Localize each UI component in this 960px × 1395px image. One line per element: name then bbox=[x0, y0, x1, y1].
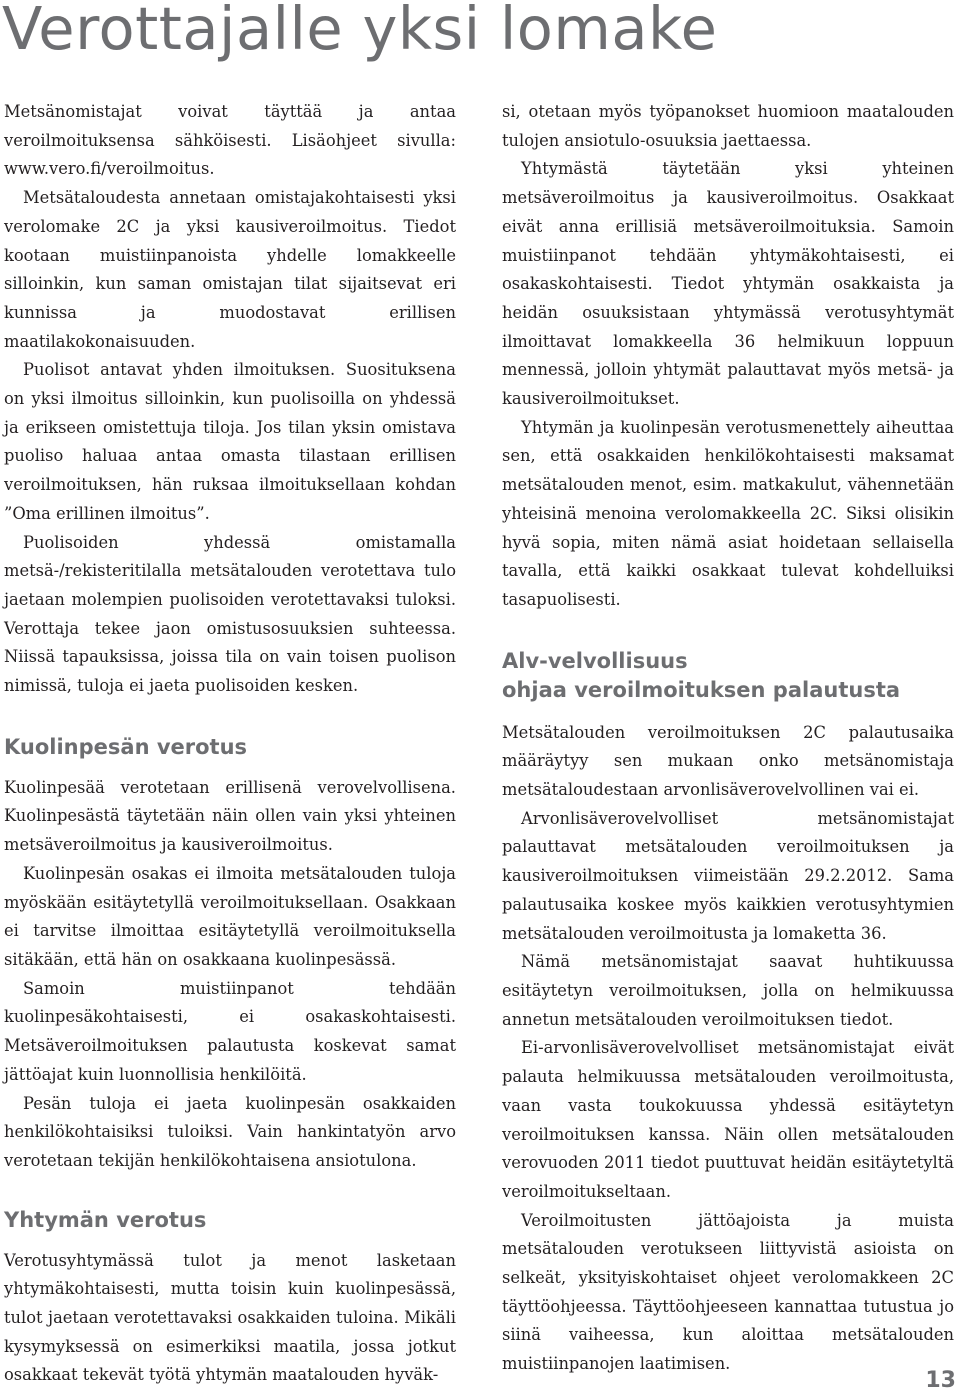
section-heading-kuolinpesa: Kuolinpesän verotus bbox=[4, 734, 248, 759]
body-paragraph: Veroilmoitusten jättöajoista ja muista metsätalouden verotukseen liittyvistä asioista on selkeät, yksityiskohtaiset ohjeet verolomakkeen 2C täyttöohjeessa. Täyttöohjeeseen kannattaa tutustua jo siinä vaiheessa, kun aloittaa metsätalouden muistiinpanojen laatimisen. bbox=[502, 1210, 954, 1374]
left-column bbox=[4, 98, 456, 1390]
body-paragraph: Yhtymän ja kuolinpesän verotusmenettely aiheuttaa sen, että osakkaiden henkilökohtaisesti maksamat metsätalouden menot, esim. matkakulut, vähennetään yhteisinä menoina verolomakkeella 2C. Siksi olisikin hyvä sopia, miten nämä asiat hoidetaan sellaisella tavalla, että kaikki osakkaat tulevat kohdelluiksi tasapuolisesti. bbox=[502, 417, 954, 609]
section-heading-line: ohjaa veroilmoituksen palautusta bbox=[502, 677, 901, 702]
body-paragraph: Samoin muistiinpanot tehdään kuolinpesäkohtaisesti, ei osakaskohtaisesti. Metsäveroilmoituksen palautusta koskevat samat jättöajat kuin luonnollisia henkilöitä. bbox=[4, 978, 456, 1084]
body-paragraph: Arvonlisäverovelvolliset metsänomistajat palauttavat metsätalouden veroilmoituksen ja kausiveroilmoituksen viimeistään 29.2.2012. Sama palautusaika koskee myös kaikkien verotusyhtymien metsätalouden veroilmoitusta ja lomaketta 36. bbox=[502, 808, 954, 943]
body-paragraph: Verotusyhtymässä tulot ja menot lasketaan yhtymäkohtaisesti, mutta toisin kuin kuolinpesässä, tulot jaetaan verotettavaksi osakkaiden tuloina. Mikäli kysymyksessä on esimerkiksi maatila, jossa jotkut osakkaat tekevät työtä yhtymän maatalouden hyväk- bbox=[4, 1250, 456, 1385]
body-paragraph: Pesän tuloja ei jaeta kuolinpesän osakkaiden henkilökohtaisiksi tuloiksi. Vain hankintatyön arvo verotetaan tekijän henkilökohtaisena ansiotulona. bbox=[4, 1093, 456, 1170]
body-paragraph: si, otetaan myös työpanokset huomioon maatalouden tulojen ansiotulo-osuuksia jaettaessa. bbox=[502, 102, 954, 150]
body-paragraph: Nämä metsänomistajat saavat huhtikuussa esitäytetyn veroilmoituksen, jolla on helmikuussa annetun metsätalouden veroilmoituksen tiedot. bbox=[502, 952, 954, 1029]
body-paragraph: Yhtymästä täytetään yksi yhteinen metsäveroilmoitus ja kausiveroilmoitus. Osakkaat eivät anna erillisiä metsäveroilmoituksia. Samoin muistiinpanot tehdään yhtymäkohtaisesti, ei osakaskohtaisesti. Tiedot yhtymän osakkaista ja heidän osuuksistaan yhtymässä verotusyhtymät ilmoittavat lomakkeella 36 helmikuun loppuun mennessä, jolloin yhtymät palauttavat myös metsä- ja kausiveroilmoitukset. bbox=[502, 159, 954, 409]
section-heading-alv bbox=[502, 647, 954, 705]
body-paragraph: Metsätaloudesta annetaan omistajakohtaisesti yksi verolomake 2C ja yksi kausiveroilmoitus. Tiedot kootaan muistiinpanoista yhdelle lomakkeelle silloinkin, kun saman omistajan tilat sijaitsevat eri kunnissa ja muodostavat erillisen maatilakokonaisuuden. bbox=[4, 188, 456, 351]
right-column bbox=[502, 98, 954, 1379]
body-paragraph: Metsänomistajat voivat täyttää ja antaa veroilmoituksensa sähköisesti. Lisäohjeet sivulla: www.vero.fi/veroilmoitus. bbox=[4, 102, 456, 179]
page-title: Verottajalle yksi lomake bbox=[2, 0, 718, 63]
body-paragraph: Kuolinpesän osakas ei ilmoita metsätalouden tuloja myöskään esitäytetyllä veroilmoituksellaan. Osakkaan ei tarvitse ilmoittaa esitäytetyllä veroilmoituksella sitäkään, että hän on osakkaana kuolinpesässä. bbox=[4, 863, 456, 969]
body-paragraph: Kuolinpesää verotetaan erillisenä verovelvollisena. Kuolinpesästä täytetään näin ollen vain yksi yhteinen metsäveroilmoitus ja kausiveroilmoitus. bbox=[4, 777, 456, 855]
section-heading-yhtyma: Yhtymän verotus bbox=[4, 1207, 207, 1232]
body-paragraph: Puolisoiden yhdessä omistamalla metsä-/rekisteritilalla metsätalouden verotettava tulo jaetaan molempien puolisoiden verotettavaksi tuloksi. Verottaja tekee jaon omistusosuuksien suhteessa. Niissä tapauksissa, joissa tila on vain toisen puolison nimissä, tuloja ei jaeta puolisoiden kesken. bbox=[4, 532, 456, 696]
body-paragraph: Puolisot antavat yhden ilmoituksen. Suosituksena on yksi ilmoitus silloinkin, kun puolisoilla on yhdessä ja erikseen omistettuja tiloja. Jos tilan yksin omistava puoliso haluaa antaa omasta tilastaan erillisen veroilmoituksen, hän ruksaa ilmoituksellaan kohdan ”Oma erillinen ilmoitus”. bbox=[4, 360, 456, 523]
page-number: 13 bbox=[925, 1368, 956, 1393]
body-paragraph: Metsätalouden veroilmoituksen 2C palautusaika määräytyy sen mukaan onko metsänomistaja metsätaloudestaan arvonlisäverovelvollinen vai ei. bbox=[502, 722, 954, 800]
section-heading-line: Alv-velvollisuus bbox=[502, 648, 688, 673]
body-paragraph: Ei-arvonlisäverovelvolliset metsänomistajat eivät palauta helmikuussa metsätalouden veroilmoitusta, vaan vasta toukokuussa yhdessä esitäytetyn veroilmoituksen kanssa. Näin ollen metsätalouden verovuoden 2011 tiedot puuttuvat heidän esitäytetyltä veroilmoitukseltaan. bbox=[502, 1038, 954, 1201]
